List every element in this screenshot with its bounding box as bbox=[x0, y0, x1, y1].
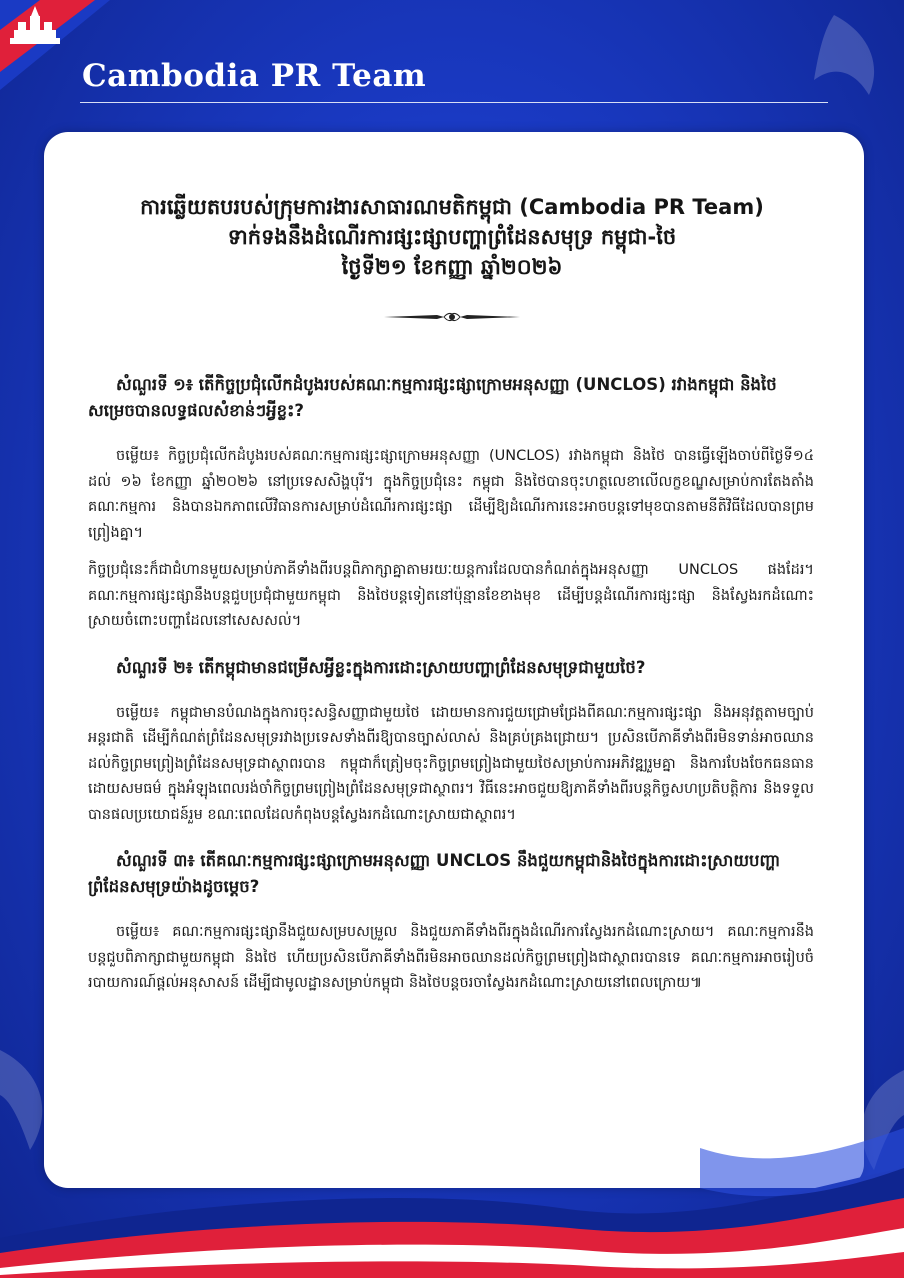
question-3: សំណួរទី ៣៖ តើគណៈកម្មការផ្សះផ្សាក្រោមអនុសញ្ញា UNCLOS នឹងជួយកម្ពុជានិងថៃក្នុងការដោះស្រាយបញ្ហាព្រំដែនសមុទ្រយ៉ាងដូចម្តេច? bbox=[88, 851, 781, 896]
answer-3-paragraph-1: ចម្លើយ៖ គណៈកម្មការផ្សះផ្សានឹងជួយសម្របសម្រួល និងជួយភាគីទាំងពីរក្នុងដំណើរការស្វែងរកដំណោះស្រាយ។ គណៈកម្មការនឹងបន្តជួបពិភាក្សាជាមួយកម្ពុជា និងថៃ ហើយប្រសិនបើភាគីទាំងពីរមិនអាចឈានដល់កិច្ចព្រមព្រៀងជាស្ថាពរបានទេ គណៈកម្មការអាចរៀបចំរបាយការណ៍ផ្តល់អនុសាសន៍ ដើម្បីជាមូលដ្ឋានសម្រាប់កម្ពុជា និងថៃបន្តចរចាស្វែងរកដំណោះស្រាយនៅពេលក្រោយ៕ bbox=[88, 924, 814, 991]
ornament-top-right bbox=[774, 10, 894, 120]
question-1: សំណួរទី ១៖ តើកិច្ចប្រជុំលើកដំបូងរបស់គណៈកម្មការផ្សះផ្សាក្រោមអនុសញ្ញា (UNCLOS) រវាងកម្ពុជា និងថៃ សម្រេចបានលទ្ធផលសំខាន់ៗអ្វីខ្លះ? bbox=[88, 375, 777, 420]
document-body bbox=[88, 372, 814, 1009]
flag-ribbon-decoration bbox=[0, 1128, 904, 1278]
title-line-1: ការឆ្លើយតបរបស់ក្រុមការងារសាធារណមតិកម្ពុជា (Cambodia PR Team) bbox=[140, 195, 764, 219]
header-title: Cambodia PR Team bbox=[82, 58, 427, 94]
title-line-2: ទាក់ទងនឹងដំណើរការផ្សះផ្សាបញ្ហាព្រំដែនសមុទ្រ កម្ពុជា-ថៃ bbox=[227, 225, 677, 249]
document-title bbox=[0, 192, 904, 282]
answer-2-paragraph-1: ចម្លើយ៖ កម្ពុជាមានបំណងក្នុងការចុះសន្ធិសញ្ញាជាមួយថៃ ដោយមានការជួយជ្រោមជ្រែងពីគណៈកម្មការផ្សះផ្សា និងអនុវត្តតាមច្បាប់អន្តរជាតិ ដើម្បីកំណត់ព្រំដែនសមុទ្ររវាងប្រទេសទាំងពីរឱ្យបានច្បាស់លាស់ និងគ្រប់គ្រងជ្រោយ។ ប្រសិនបើភាគីទាំងពីរមិនទាន់អាចឈានដល់កិច្ចព្រមព្រៀងព្រំដែនសមុទ្រជាស្ថាពរបាន កម្ពុជាក៏ត្រៀមចុះកិច្ចព្រមព្រៀងជាមួយថៃសម្រាប់ការអភិវឌ្ឍរួមគ្នា និងការបែងចែកធនធានដោយសមធម៌ ក្នុងអំឡុងពេលរង់ចាំកិច្ចព្រមព្រៀងព្រំដែនសមុទ្រជាស្ថាពរ។ វិធីនេះអាចជួយឱ្យភាគីទាំងពីរបន្តកិច្ចសហប្រតិបត្តិការ និងទទួលបានផលប្រយោជន៍រួម ខណៈពេលដែលកំពុងបន្តស្វែងរកដំណោះស្រាយជាស្ថាពរ។ bbox=[88, 704, 814, 823]
answer-1-paragraph-1: ចម្លើយ៖ កិច្ចប្រជុំលើកដំបូងរបស់គណៈកម្មការផ្សះផ្សាក្រោមអនុសញ្ញា (UNCLOS) រវាងកម្ពុជា និងថៃ បានធ្វើឡើងចាប់ពីថ្ងៃទី១៤ ដល់ ១៦ ខែកញ្ញា ឆ្នាំ២០២៦ នៅប្រទេសសិង្ហបុរី។ ក្នុងកិច្ចប្រជុំនេះ កម្ពុជា និងថៃបានចុះហត្ថលេខាលើលក្ខខណ្ឌសម្រាប់ការតែងតាំងគណៈកម្មការ និងបានឯកភាពលើវិធានការសម្រាប់ដំណើរការផ្សះផ្សា ដើម្បីឱ្យដំណើរការនេះអាចបន្តទៅមុខបានតាមនីតិវិធីដែលបានព្រមព្រៀងគ្នា។ bbox=[88, 448, 814, 541]
answer-1-paragraph-2: កិច្ចប្រជុំនេះក៏ជាជំហានមួយសម្រាប់ភាគីទាំងពីរបន្តពិភាក្សាគ្នាតាមរយៈយន្តការដែលបានកំណត់ក្នុងអនុសញ្ញា UNCLOS ផងដែរ។ គណៈកម្មការផ្សះផ្សានឹងបន្តជួបប្រជុំជាមួយកម្ពុជា និងថៃបន្តទៀតនៅប៉ុន្មានខែខាងមុខ ដើម្បីបន្តដំណើរការផ្សះផ្សា និងស្វែងរកដំណោះស្រាយចំពោះបញ្ហាដែលនៅសេសសល់។ bbox=[88, 562, 814, 629]
header-divider bbox=[80, 102, 828, 103]
question-2: សំណួរទី ២៖ តើកម្ពុជាមានជម្រើសអ្វីខ្លះក្នុងការដោះស្រាយបញ្ហាព្រំដែនសមុទ្រជាមួយថៃ? bbox=[116, 657, 646, 677]
title-line-3: ថ្ងៃទី២១ ខែកញ្ញា ឆ្នាំ២០២៦ bbox=[341, 255, 563, 279]
ornament-divider-icon bbox=[382, 310, 522, 324]
